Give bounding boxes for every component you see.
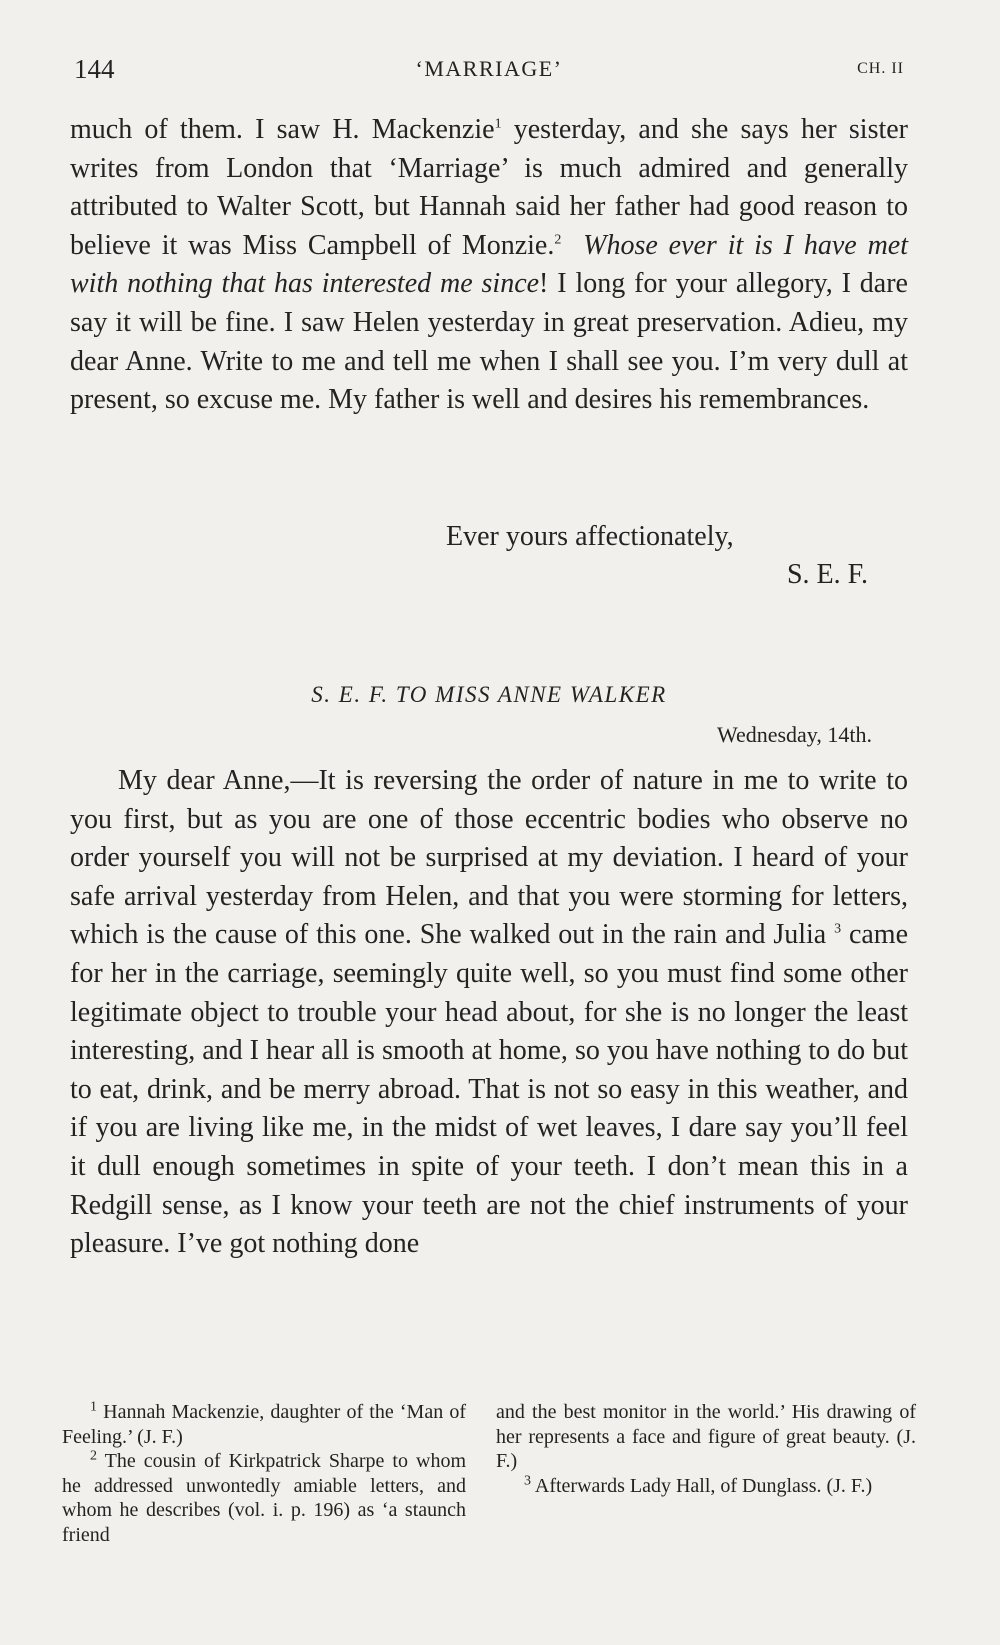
italic-quote: Whose ever it is I have met with nothing that has interested me since: [70, 229, 909, 300]
footnote-text: Afterwards Lady Hall, of Dunglass. (J. F.): [531, 1474, 873, 1497]
footnote-mark: 3: [524, 1472, 531, 1488]
text-run: came for her in the carriage, seemingly quite well, so you must find some other legitimate object to trouble your head about, for she is no longer the least interesting, and I hear all is smooth at home, so you have nothing to do but to eat, drink, and be merry abroad. That is not so easy in this weather, and if you are living like me, in the midst of wet leaves, I dare say you’ll feel it dull enough sometimes in spite of your teeth. I don’t mean this in a Redgill sense, as I know your teeth are not the chief instruments of your pleasure. I’ve got nothing done: [70, 919, 909, 1260]
page-number: 144: [74, 54, 115, 84]
running-header: [74, 54, 904, 94]
running-title: ‘MARRIAGE’: [415, 56, 563, 81]
footnote-3: [496, 1474, 916, 1499]
signature: S. E. F.: [786, 559, 868, 590]
footnotes-left-column: [62, 1400, 466, 1547]
footnote-ref-2: 2: [554, 232, 562, 248]
footnote-ref-3: 3: [834, 922, 842, 938]
footnote-mark: 1: [90, 1399, 97, 1415]
footnote-1: [62, 1400, 466, 1449]
chapter-label: CH. II: [857, 60, 904, 77]
letter-one-paragraph: [70, 111, 908, 420]
closing-salutation: Ever yours affectionately,: [446, 521, 734, 552]
text-run: ! I long for your allegory, I dare say it will be fine. I saw Helen yesterday in great preservation. Adieu, my dear Anne. Write to me and tell me when I shall see you. I’m very dull at present, so excuse me. My father is well and desires his remembrances.: [70, 268, 908, 416]
footnote-text: Hannah Mackenzie, daughter of the ‘Man of Feeling.’ (J. F.): [62, 1401, 466, 1448]
footnote-2-continued: and the best monitor in the world.’ His drawing of her represents a face and figure of great beauty. (J. F.): [496, 1401, 916, 1472]
letter-one-text: [70, 111, 908, 420]
letter-two-text: [70, 762, 908, 1264]
footnote-2: [62, 1449, 466, 1547]
footnote-mark: 2: [90, 1448, 97, 1464]
letter-two-date: Wednesday, 14th.: [716, 722, 872, 747]
letter-two-heading: S. E. F. TO MISS ANNE WALKER: [311, 682, 667, 707]
text-run: My dear Anne,—It is reversing the order of nature in me to write to you first, but as you are one of those eccentric bodies who observe no order yourself you will not be surprised at my deviation. I heard of your safe arrival yesterday from Helen, and that you were storming for letters, which is the cause of this one. She walked out in the rain and Julia: [70, 765, 908, 951]
letter-two-paragraph: [70, 762, 908, 1264]
letter-one-closing: [70, 518, 908, 594]
footnotes-right-column: [496, 1400, 916, 1498]
footnotes: [62, 1399, 916, 1546]
text-run: much of them. I saw H. Mackenzie: [70, 114, 495, 145]
footnote-ref-1: 1: [494, 116, 502, 132]
text-run: yesterday, and she says her sister writes from London that ‘Marriage’ is much admired and generally attributed to Walter Scott, but Hannah said her father had good reason to believe it was Miss Campbell of Monzie.: [70, 114, 908, 261]
footnote-text: The cousin of Kirkpatrick Sharpe to whom he addressed unwontedly amiable letters, and whom he describes (vol. i. p. 196) as ‘a staunch friend: [62, 1450, 466, 1546]
